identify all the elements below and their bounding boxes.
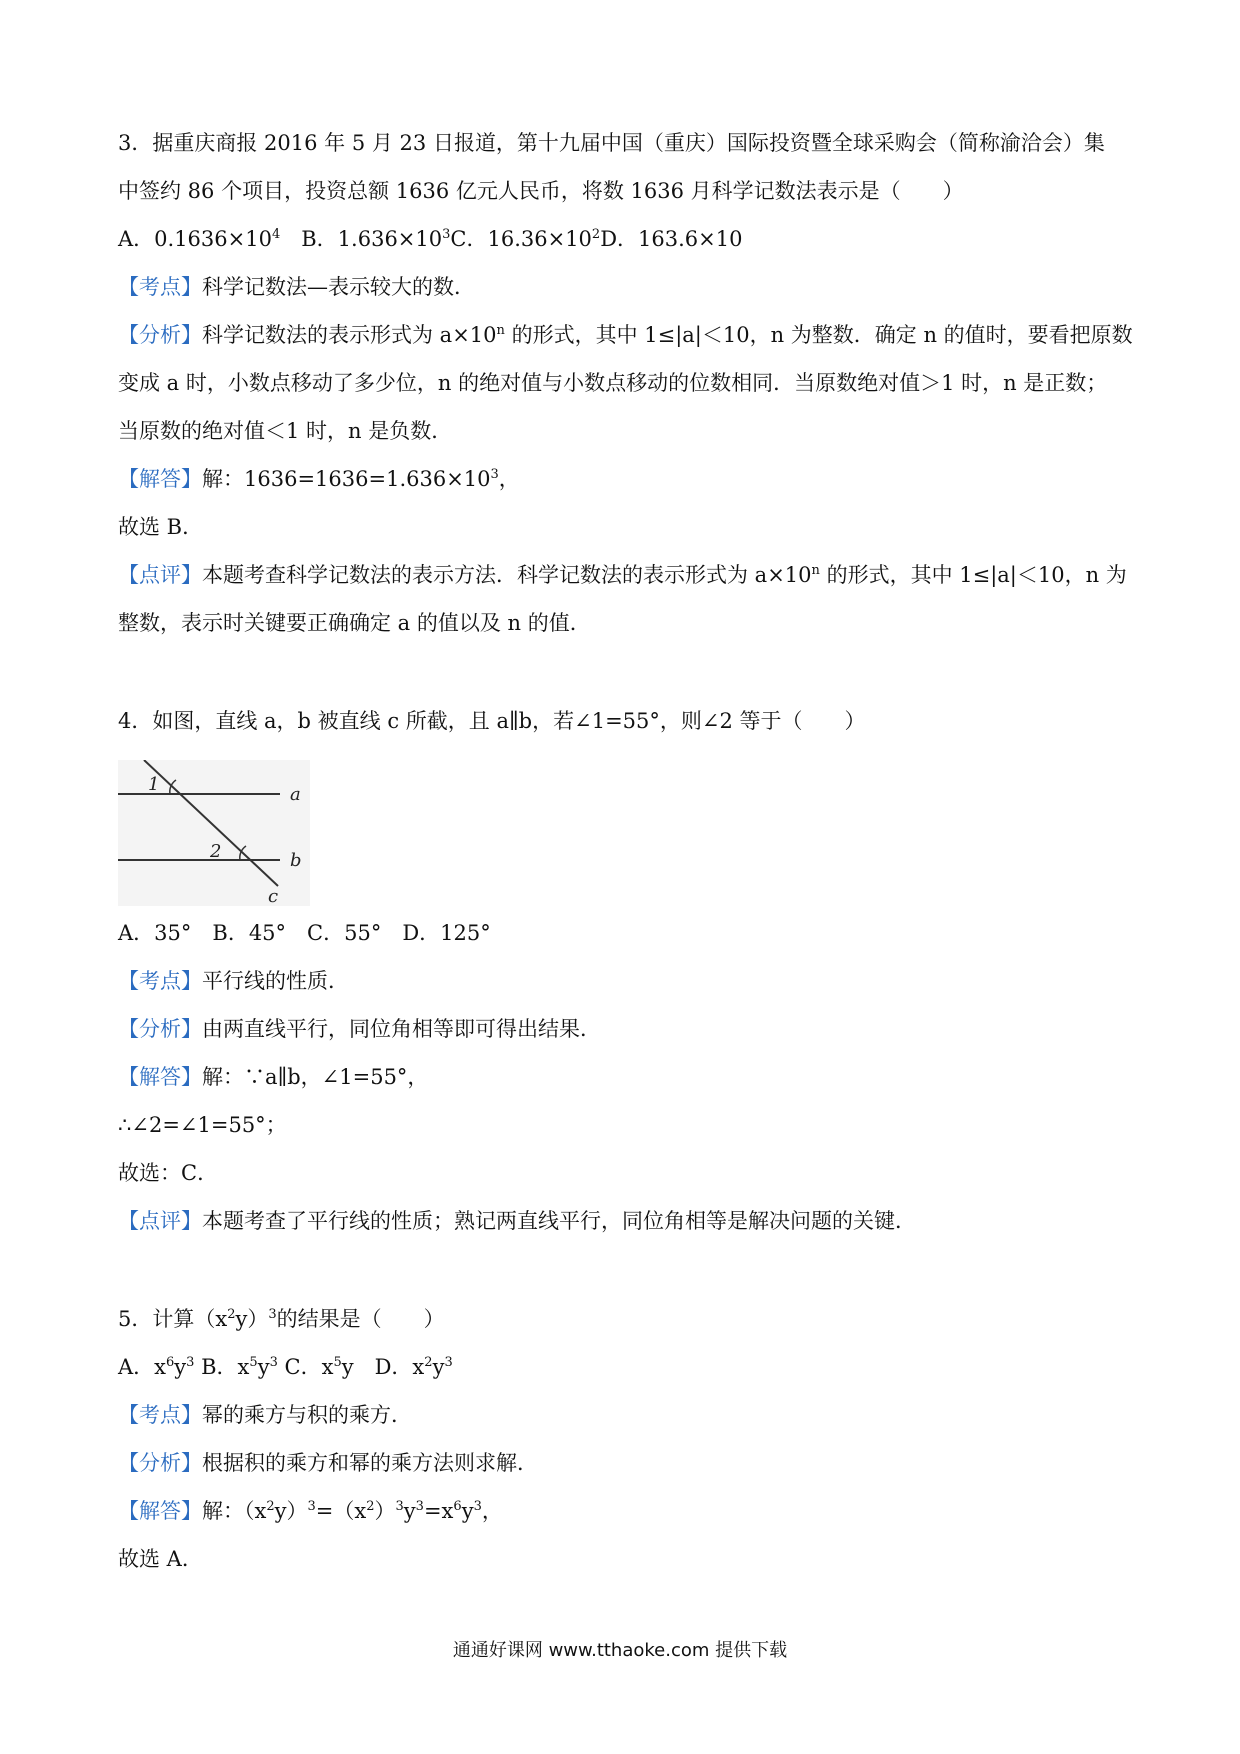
q4-dianping: 【点评】本题考查了平行线的性质；熟记两直线平行，同位角相等是解决问题的关键． [118,1209,916,1233]
q5-option-b: B．$x^5y^3$ [194,1355,278,1379]
jieda-tag: 【解答】 [118,1065,202,1089]
q5-fenxi: 【分析】根据积的乘方和幂的乘方法则求解． [118,1451,538,1475]
line-a-label: a [290,784,301,805]
dianping-tag: 【点评】 [118,563,202,587]
q3-option-b: B．1.636×10 [280,227,443,251]
q4-jieda: 【解答】解：∵a∥b，∠1=55°， [118,1065,429,1089]
fenxi-tag: 【分析】 [118,1451,202,1475]
q4-answer: 故选：C． [118,1161,219,1185]
page-footer: 通通好课网 www.tthaoke.com 提供下载 [452,1640,788,1661]
q3-stem-line-1: 3．据重庆商报 2016 年 5 月 23 日报道，第十九届中国（重庆）国际投资暨全球采购会（简称渝洽会）集 [118,131,1105,155]
q3-fenxi-line-2: 变成 a 时，小数点移动了多少位，n 的绝对值与小数点移动的位数相同．当原数绝对值＞1 时，n 是正数； [118,371,1108,395]
q3-stem-line-2: 中签约 86 个项目，投资总额 1636 亿元人民币，将数 1636 月科学记数法表示是（ ） [118,179,964,203]
q3-dianping-line-2: 整数，表示时关键要正确确定 a 的值以及 n 的值． [118,611,591,635]
q5-options [118,1352,453,1382]
q3-option-a: A．0.1636×10 [118,227,272,251]
q3-jieda: 【解答】解：$1636=1636=1.636\times 10^3$， [118,467,520,491]
q3-kaodian: 【考点】科学记数法—表示较大的数． [118,275,475,299]
jieda-tag: 【解答】 [118,467,202,491]
q5-jieda: 【解答】解：$(x^2y)^3=(x^2)^3y^3=x^6y^3$， [118,1499,503,1523]
dianping-tag: 【点评】 [118,1209,202,1233]
q5-kaodian: 【考点】幂的乘方与积的乘方． [118,1403,412,1427]
q3-option-d: D．163.6×10 [600,227,743,251]
q3-option-c: C．16.36×10 [450,227,592,251]
q4-options: A．35° B．45° C．55° D．125° [118,921,491,945]
q5-option-a: A．$x^6y^3$ [118,1355,195,1379]
q3-options: A．$0.1636\times 10^4$ B．$1.636\times 10^3C$．$16.36\times 10^2D$．163.6×10 [118,227,743,251]
jieda-tag: 【解答】 [118,1499,202,1523]
angle-2-label: 2 [210,841,222,862]
q5-answer: 故选 A． [118,1547,203,1571]
q4-jieda-line-2: ∴∠2=∠1=55°； [118,1113,287,1137]
q4-fenxi: 【分析】由两直线平行，同位角相等即可得出结果． [118,1017,601,1041]
q4-stem: 4．如图，直线 a，b 被直线 c 所截，且 a∥b，若∠1=55°，则∠2 等于（ ） [118,709,866,733]
q3-fenxi-line-3: 当原数的绝对值＜1 时，n 是负数． [118,419,453,443]
angle-1-label: 1 [148,774,160,795]
q3-dianping-line-1: 【点评】本题考查科学记数法的表示方法．科学记数法的表示形式为 $a\times 10^n$ 的形式，其中 1≤|a|＜10，n 为 [118,563,1127,587]
parallel-lines-figure [118,760,310,906]
q3-fenxi-line-1: 【分析】科学记数法的表示形式为 $a\times 10^n$ 的形式，其中 1≤|a|＜10，n 为整数．确定 n 的值时，要看把原数 [118,323,1133,347]
q3-answer: 故选 B． [118,515,204,539]
kaodian-tag: 【考点】 [118,275,202,299]
kaodian-tag: 【考点】 [118,969,202,993]
figure-background [118,760,310,906]
q5-stem: 5．计算$(x^2y)^3$的结果是（ ） [118,1307,445,1331]
q4-kaodian: 【考点】平行线的性质． [118,969,349,993]
q5-option-c: C．$x^5y$ [277,1355,354,1379]
q5-option-d: D．$x^2y^3$ [353,1355,453,1379]
fenxi-tag: 【分析】 [118,1017,202,1041]
line-b-label: b [290,850,302,871]
kaodian-tag: 【考点】 [118,1403,202,1427]
fenxi-tag: 【分析】 [118,323,202,347]
line-c-label: c [268,886,279,906]
